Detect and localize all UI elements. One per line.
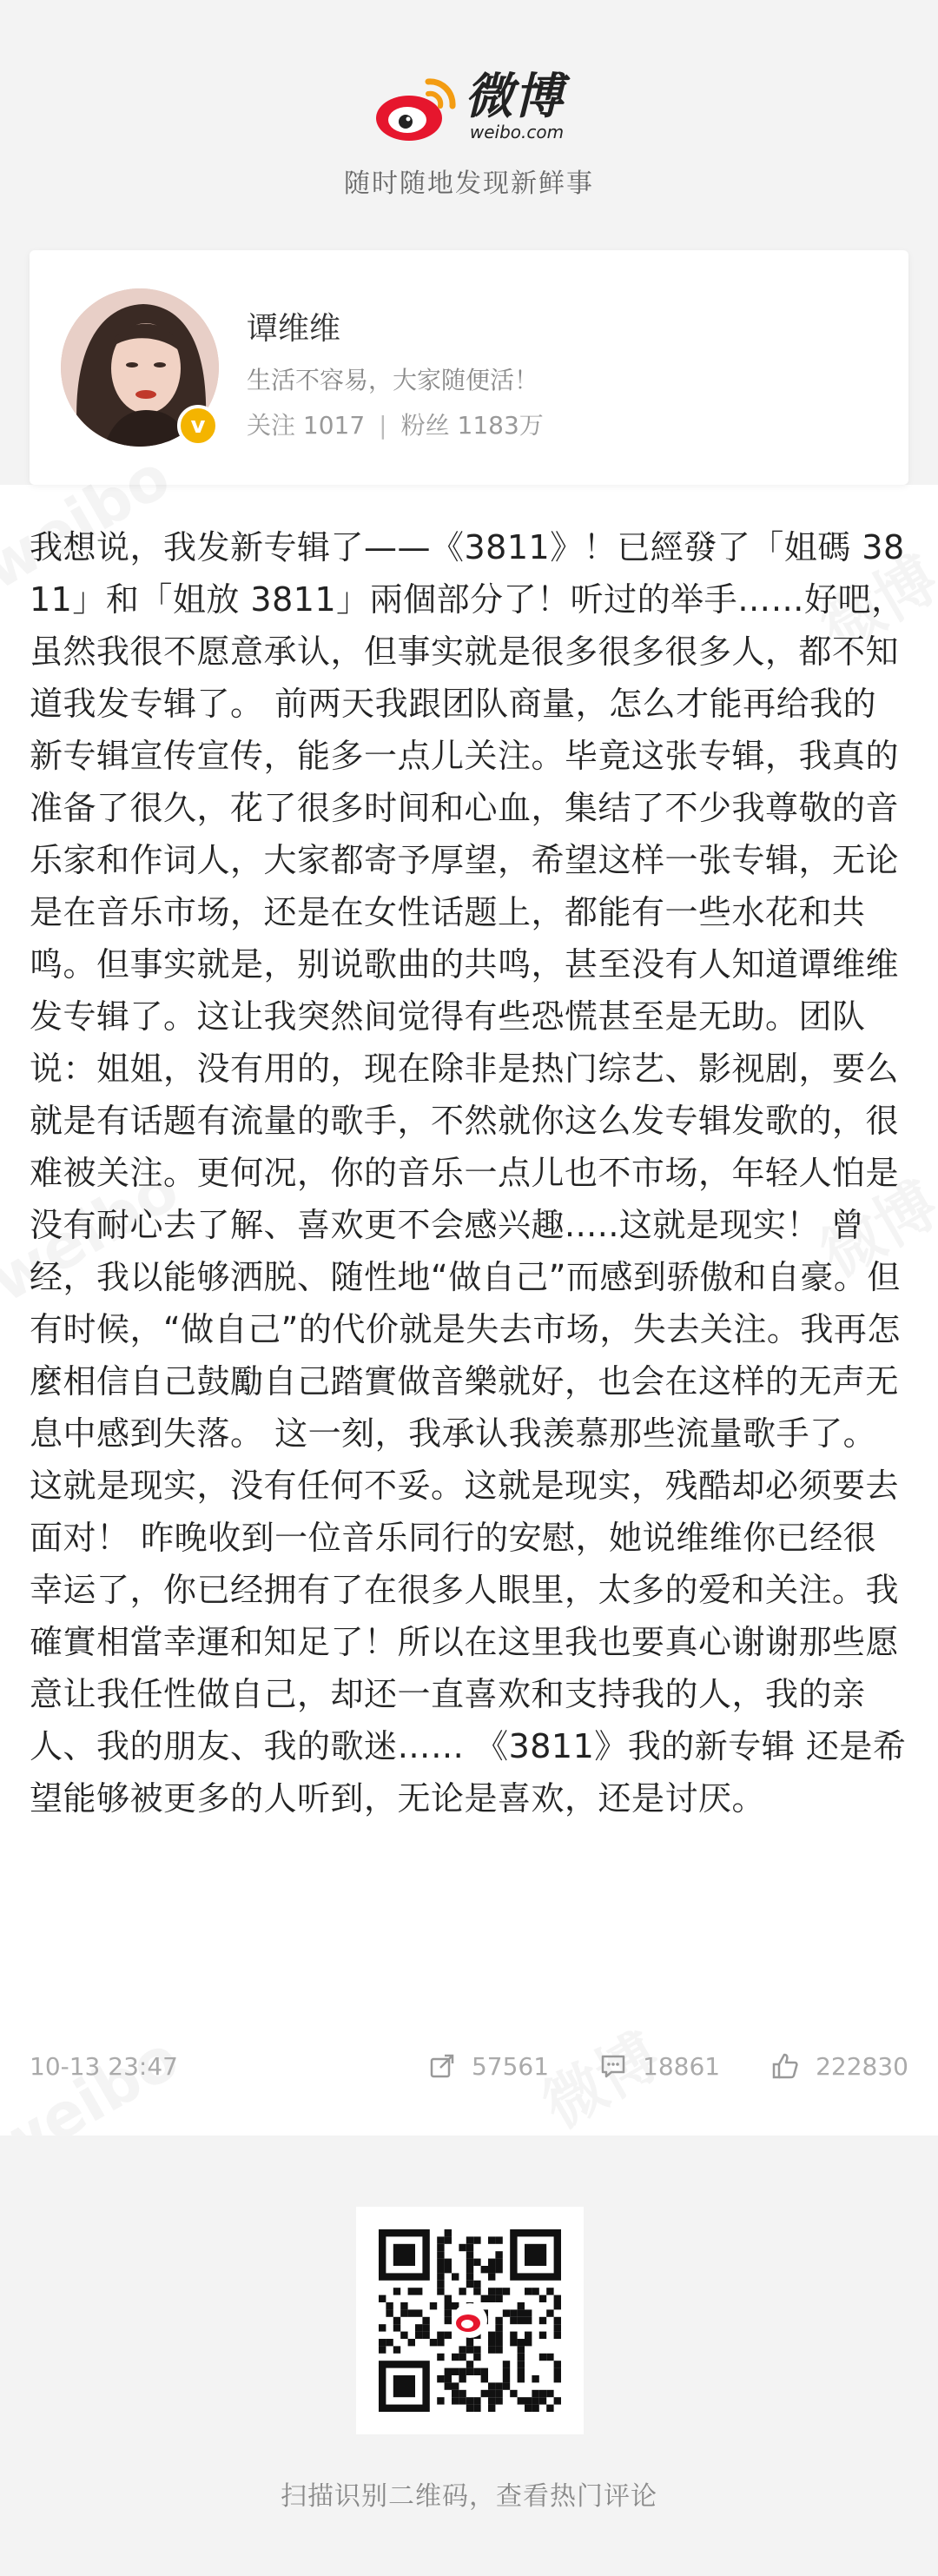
- repost-button[interactable]: [428, 2052, 549, 2081]
- comment-icon: [599, 2052, 627, 2080]
- qr-code-icon: [379, 2229, 561, 2412]
- following-count: 关注 1017: [247, 411, 366, 440]
- logo-text-cn: 微博: [464, 69, 564, 125]
- post-text: 我想说，我发新专辑了——《3811》！已經發了「姐碼 3811」和「姐放 3811」兩個部分了！听过的举手……好吧，虽然我很不愿意承认，但事实就是很多很多很多人，都不知道我发专辑了。 前两天我跟团队商量，怎么才能再给我的新专辑宣传宣传，能多一点儿关注。毕竟这张专辑，我真的准备了很久，花了很多时间和心血，集结了不少我尊敬的音乐家和作词人，大家都寄予厚望，希望这样一张专辑，无论是在音乐市场，还是在女性话题上，都能有一些水花和共鸣。但事实就是，别说歌曲的共鸣，甚至没有人知道谭维维发专辑了。这让我突然间觉得有些恐慌甚至是无助。团队说：姐姐，没有用的，现在除非是热门综艺、影视剧，要么就是有话题有流量的歌手，不然就你这么发专辑发歌的，很难被关注。更何况，你的音乐一点儿也不市场，年轻人怕是没有耐心去了解、喜欢更不会感兴趣.....这就是现实！ 曾经，我以能够洒脱、随性地“做自己”而感到骄傲和自豪。但有时候，“做自己”的代价就是失去市场，失去关注。我再怎麼相信自己鼓勵自己踏實做音樂就好，也会在这样的无声无息中感到失落。 这一刻，我承认我羡慕那些流量歌手了。这就是现实，没有任何不妥。这就是现实，残酷却必须要去面对！ 昨晚收到一位音乐同行的安慰，她说维维你已经很幸运了，你已经拥有了在很多人眼里，太多的爱和关注。我確實相當幸運和知足了！所以在这里我也要真心谢谢那些愿意让我任性做自己，却还一直喜欢和支持我的人，我的亲人、我的朋友、我的歌迷…… 《3811》我的新专辑 还是希望能够被更多的人听到，无论是喜欢，还是讨厌。: [30, 528, 907, 1818]
- comment-count: 18861: [643, 2051, 721, 2081]
- profile-stats: [247, 407, 544, 441]
- weibo-logo: [0, 70, 938, 144]
- profile-card[interactable]: [30, 250, 908, 485]
- thumbs-up-icon: [770, 2052, 800, 2080]
- logo-text-en: weibo.com: [469, 122, 565, 142]
- weibo-eye-icon: [374, 70, 459, 144]
- comment-button[interactable]: [599, 2052, 720, 2081]
- tagline: 随时随地发现新鲜事: [344, 169, 594, 199]
- like-count: 222830: [816, 2051, 908, 2081]
- profile-name[interactable]: 谭维维: [247, 311, 341, 347]
- profile-bio: 生活不容易，大家随便活！: [247, 366, 539, 394]
- qr-code: [356, 2207, 584, 2434]
- stats-separator: |: [379, 411, 387, 440]
- repost-count: 57561: [471, 2051, 550, 2081]
- like-button[interactable]: [770, 2052, 908, 2081]
- verified-badge-icon: v: [177, 405, 219, 447]
- post-timestamp: 10-13 23:47: [30, 2051, 178, 2081]
- post-meta: [30, 2040, 908, 2092]
- qr-caption: 扫描识别二维码，查看热门评论: [281, 2481, 657, 2512]
- footer: [0, 2136, 938, 2576]
- share-out-icon: [428, 2052, 456, 2080]
- followers-count: 粉丝 1183万: [400, 411, 544, 440]
